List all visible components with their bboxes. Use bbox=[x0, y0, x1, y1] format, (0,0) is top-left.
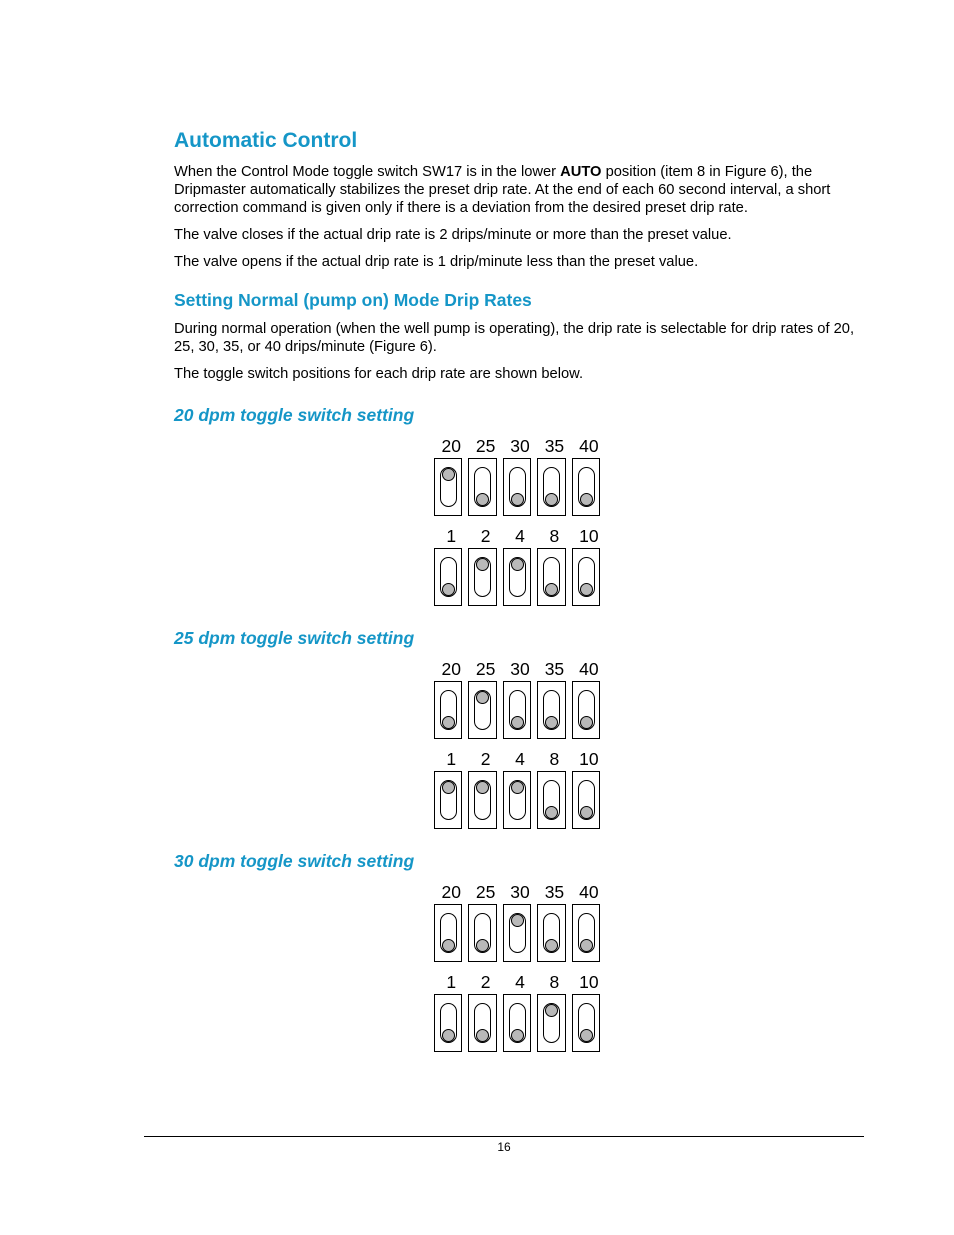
switch-row bbox=[434, 681, 606, 739]
switch-label: 40 bbox=[579, 659, 599, 680]
normal-paragraph-1: During normal operation (when the well pump is operating), the drip rate is selectable for drip rates of 20, 25, 30, 35, or 40 drips/minute (Figure 6). bbox=[174, 321, 855, 356]
toggle-switch bbox=[572, 681, 600, 739]
intro-paragraph-1 bbox=[174, 163, 864, 217]
switch-knob-down bbox=[580, 806, 593, 819]
toggle-switch bbox=[537, 994, 565, 1052]
auto-keyword: AUTO bbox=[560, 164, 602, 181]
switch-knob-down bbox=[511, 1029, 524, 1042]
switch-knob-up bbox=[511, 781, 524, 794]
toggle-switch bbox=[537, 458, 565, 516]
toggle-switch bbox=[434, 904, 462, 962]
switch-label: 1 bbox=[446, 972, 457, 993]
toggle-switch bbox=[572, 458, 600, 516]
switch-row bbox=[434, 904, 606, 962]
toggle-switch bbox=[434, 548, 462, 606]
switch-label-row bbox=[434, 433, 606, 456]
switch-label: 30 bbox=[510, 436, 530, 457]
toggle-switch bbox=[434, 681, 462, 739]
switch-label: 1 bbox=[446, 749, 457, 770]
toggle-switch-figure bbox=[434, 879, 606, 1052]
intro-paragraph-2: The valve closes if the actual drip rate is 2 drips/minute or more than the preset value. bbox=[174, 227, 732, 244]
toggle-switch bbox=[468, 681, 496, 739]
switch-row bbox=[434, 458, 606, 516]
toggle-switch bbox=[572, 994, 600, 1052]
toggle-switch bbox=[468, 548, 496, 606]
toggle-switch bbox=[503, 771, 531, 829]
switch-knob-up bbox=[511, 558, 524, 571]
toggle-switch bbox=[468, 904, 496, 962]
switch-label: 20 bbox=[441, 882, 461, 903]
switch-label-row bbox=[434, 523, 606, 546]
switch-label: 10 bbox=[579, 526, 599, 547]
switch-knob-down bbox=[580, 939, 593, 952]
toggle-switch-figure bbox=[434, 433, 606, 606]
intro-paragraph-3: The valve opens if the actual drip rate is 1 drip/minute less than the preset value. bbox=[174, 254, 699, 271]
toggle-switch bbox=[434, 458, 462, 516]
switch-label-row bbox=[434, 879, 606, 902]
switch-label: 8 bbox=[549, 526, 560, 547]
switch-label: 1 bbox=[446, 526, 457, 547]
switch-label-row bbox=[434, 656, 606, 679]
switch-label: 10 bbox=[579, 972, 599, 993]
page-content bbox=[174, 128, 864, 1059]
toggle-switch bbox=[468, 458, 496, 516]
toggle-switch bbox=[572, 904, 600, 962]
switch-label: 20 bbox=[441, 436, 461, 457]
switch-label: 40 bbox=[579, 882, 599, 903]
switch-label: 2 bbox=[480, 526, 491, 547]
normal-paragraph-2: The toggle switch positions for each drip rate are shown below. bbox=[174, 366, 584, 383]
toggle-switch bbox=[503, 458, 531, 516]
section-heading: Automatic Control bbox=[174, 129, 358, 152]
switch-row bbox=[434, 771, 606, 829]
toggle-switch bbox=[572, 771, 600, 829]
intro-text-end: position (item 8 in Figure 6), the Dripmaster automatically stabilizes the preset drip rate. At the end of each 60 second interval, a short correction command is given only if there is a deviation from the desired preset drip rate. bbox=[174, 164, 831, 217]
toggle-switch bbox=[503, 994, 531, 1052]
toggle-switch bbox=[434, 994, 462, 1052]
switch-label: 35 bbox=[544, 882, 565, 903]
intro-text-start: When the Control Mode toggle switch SW17 is in the lower bbox=[174, 164, 561, 181]
switch-label: 4 bbox=[515, 526, 525, 547]
toggle-switch bbox=[537, 904, 565, 962]
toggle-switch bbox=[503, 548, 531, 606]
switch-label-row bbox=[434, 746, 606, 769]
switch-label: 35 bbox=[544, 659, 565, 680]
switch-label: 4 bbox=[515, 749, 525, 770]
toggle-switch bbox=[434, 771, 462, 829]
switch-label: 10 bbox=[579, 749, 599, 770]
toggle-switch-figure bbox=[434, 656, 606, 829]
toggle-switch bbox=[503, 681, 531, 739]
subsection-heading: Setting Normal (pump on) Mode Drip Rates bbox=[174, 290, 532, 311]
setting-title: 30 dpm toggle switch setting bbox=[174, 851, 415, 872]
switch-label: 30 bbox=[510, 882, 530, 903]
switch-label: 2 bbox=[480, 749, 491, 770]
switch-knob-down bbox=[580, 583, 593, 596]
switch-knob-down bbox=[580, 493, 593, 506]
switch-label: 25 bbox=[475, 659, 496, 680]
switch-knob-up bbox=[511, 914, 524, 927]
footer-divider bbox=[144, 1136, 864, 1137]
switch-row bbox=[434, 548, 606, 606]
switch-knob-down bbox=[511, 716, 524, 729]
switch-label: 8 bbox=[549, 972, 560, 993]
switch-label: 20 bbox=[441, 659, 461, 680]
settings-list bbox=[174, 405, 864, 1052]
switch-label: 25 bbox=[475, 882, 496, 903]
switch-label: 8 bbox=[549, 749, 560, 770]
switch-row bbox=[434, 994, 606, 1052]
toggle-switch bbox=[468, 771, 496, 829]
toggle-switch bbox=[468, 994, 496, 1052]
toggle-switch bbox=[537, 548, 565, 606]
toggle-switch bbox=[537, 771, 565, 829]
setting-title: 20 dpm toggle switch setting bbox=[174, 405, 415, 426]
switch-label: 35 bbox=[544, 436, 565, 457]
toggle-switch bbox=[537, 681, 565, 739]
switch-label-row bbox=[434, 969, 606, 992]
switch-label: 40 bbox=[579, 436, 599, 457]
switch-label: 2 bbox=[480, 972, 491, 993]
toggle-switch bbox=[503, 904, 531, 962]
setting-title: 25 dpm toggle switch setting bbox=[174, 628, 415, 649]
switch-knob-down bbox=[511, 493, 524, 506]
switch-label: 30 bbox=[510, 659, 530, 680]
switch-label: 25 bbox=[475, 436, 496, 457]
switch-knob-down bbox=[580, 1029, 593, 1042]
page-number: 16 bbox=[497, 1140, 511, 1154]
switch-label: 4 bbox=[515, 972, 525, 993]
switch-knob-down bbox=[580, 716, 593, 729]
toggle-switch bbox=[572, 548, 600, 606]
